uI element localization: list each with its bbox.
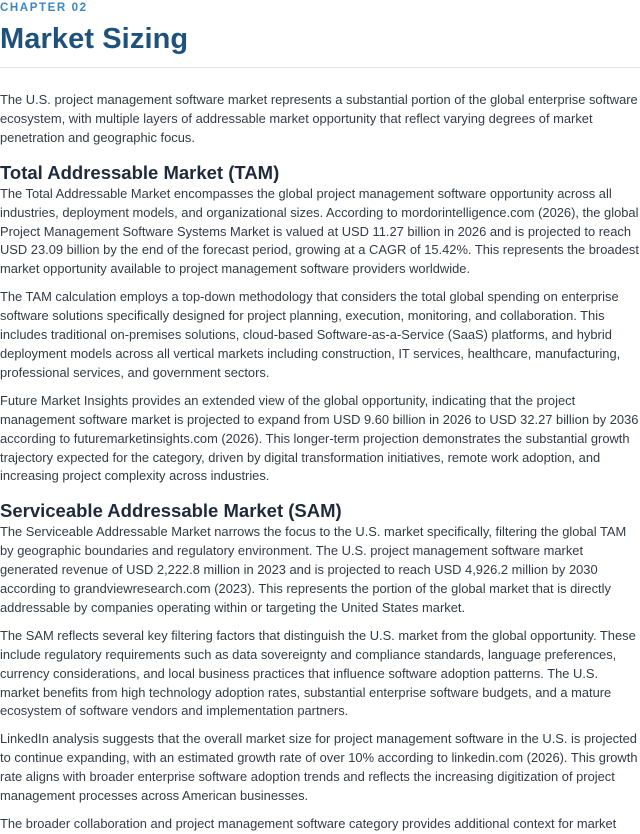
section-heading-sam: Serviceable Addressable Market (SAM): [0, 500, 342, 522]
sam-paragraph-1: The Serviceable Addressable Market narrows the focus to the U.S. market specifically, filtering the global TAM by geographic boundaries and regulatory environment. The U.S. project management software market generated revenue of USD 2,222.8 million in 2023 and is projected to reach USD 4,926.2 million by 2030 according to grandviewresearch.com (2023). This represents the portion of the global market that is directly addressable by companies operating within or targeting the United States market.: [0, 524, 627, 615]
sam-paragraph-2: The SAM reflects several key filtering factors that distinguish the U.S. market from the global opportunity. These include regulatory requirements such as data sovereignty and compliance standards, language preferences, currency considerations, and local business practices that influence software adoption patterns. The U.S. market benefits from high technology adoption rates, substantial enterprise software budgets, and a mature ecosystem of software vendors and implementation partners.: [0, 627, 636, 719]
tam-paragraph-1: The Total Addressable Market encompasses the global project management software opportunity across all industries, deployment models, and organizational sizes. According to mordorintelligence.com (2026), the global Project Management Software Systems Market is valued at USD 11.27 billion in 2026 and is projected to reach USD 23.09 billion by the end of the forecast period, growing at a CAGR of 15.42%. This represents the broadest market opportunity available to project management software providers worldwide.: [0, 185, 639, 277]
chapter-header: [0, 0, 640, 68]
chapter-title: Market Sizing: [0, 23, 189, 55]
tam-paragraph-3: Future Market Insights provides an extended view of the global opportunity, indicating that the project management software market is projected to expand from USD 9.60 billion in 2026 to USD 32.27 billion by 2036 according to futuremarketinsights.com (2026). This longer-term projection demonstrates the substantial growth trajectory expected for the category, driven by digital transformation initiatives, remote work adoption, and increasing project complexity across industries.: [0, 392, 639, 484]
chapter-label: CHAPTER 02: [0, 2, 88, 14]
intro-paragraph: The U.S. project management software market represents a substantial portion of the global enterprise software ecosystem, with multiple layers of addressable market opportunity that reflect varying degrees of market penetration and geographic focus.: [0, 92, 638, 145]
tam-paragraph-2: The TAM calculation employs a top-down methodology that considers the total global spending on enterprise software solutions specifically designed for project planning, execution, monitoring, and collaboration. This includes traditional on-premises solutions, cloud-based Software-as-a-Service (SaaS) platforms, and hybrid deployment models across all vertical markets including construction, IT services, healthcare, manufacturing, professional services, and government sectors.: [0, 289, 621, 380]
sam-paragraph-4: The broader collaboration and project management software category provides additional context for market: [0, 816, 617, 831]
sam-paragraph-3: LinkedIn analysis suggests that the overall market size for project management software in the U.S. is projected to continue expanding, with an estimated growth rate of over 10% according to linkedin.com (2026). This growth rate aligns with broader enterprise software adoption trends and reflects the increasing digitization of project management processes across American businesses.: [0, 731, 638, 804]
section-sam: [0, 499, 640, 834]
section-tam: [0, 161, 640, 487]
section-heading-tam: Total Addressable Market (TAM): [0, 161, 280, 183]
chapter-content: [0, 68, 640, 834]
